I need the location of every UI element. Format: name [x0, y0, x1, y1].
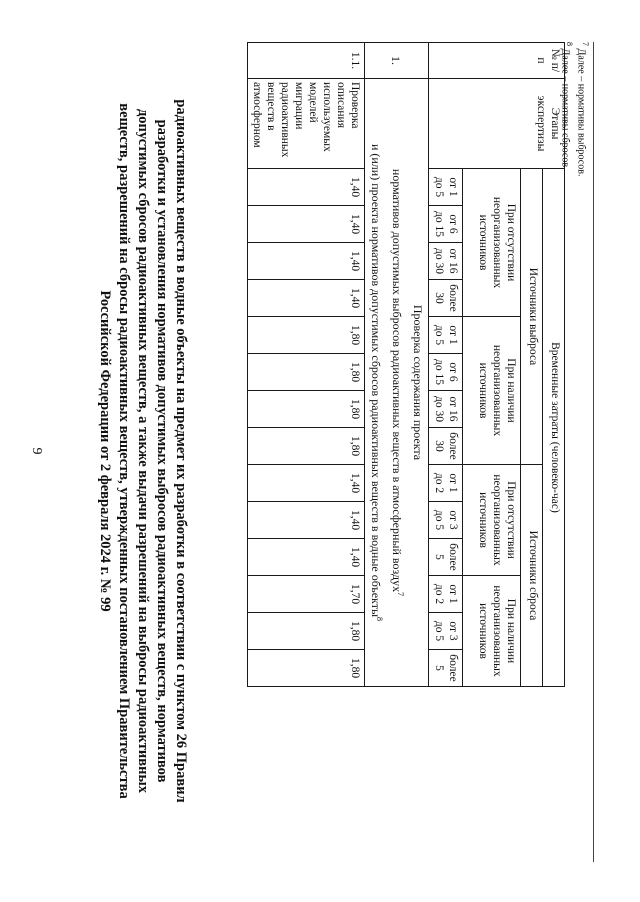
header-emission-absent: При отсутствии неорганизованных источников — [463, 169, 521, 317]
page-number: 9 — [29, 447, 44, 455]
table-cell: 1,80 — [248, 317, 365, 354]
range-header: более 30 — [429, 428, 463, 465]
row-stage: Проверка описания используемых моделей миграции радиоактивных веществ в атмосферном — [248, 79, 365, 169]
row-number: 1.1. — [248, 43, 365, 79]
footnote: $^7$ Далее – нормативы выбросов. — [575, 42, 590, 177]
section-title — [365, 79, 429, 687]
footnote: $^8$ Далее – нормативы сбросов. — [559, 42, 574, 170]
footnotes — [558, 42, 594, 862]
range-header: от 6 до 15 — [429, 206, 463, 243]
range-header: от 3 до 5 — [429, 502, 463, 539]
table-cell: 1,80 — [248, 650, 365, 687]
heading-line: разработки и установления нормативов допустимых выбросов радиоактивных веществ, нормативов — [154, 119, 170, 783]
range-header: от 16 до 30 — [429, 243, 463, 280]
heading-line: Российской Федерации от 2 февраля 2024 г. № 99 — [97, 290, 113, 612]
range-header: более 5 — [429, 650, 463, 687]
range-header: от 1 до 5 — [429, 169, 463, 206]
range-header: от 3 до 5 — [429, 613, 463, 650]
heading-line: радиоактивных веществ в водные объекты на предмет их разработки в соответствии с пунктом 26 Правил — [173, 99, 189, 803]
table-cell: 1,40 — [248, 502, 365, 539]
header-time: Временные затраты (человеко-час) — [543, 169, 565, 687]
section-number: 1. — [365, 43, 429, 79]
heading-line: допустимых сбросов радиоактивных веществ, а также выдачи разрешений на выбросы радиоактивных — [135, 108, 151, 794]
header-discharge-absent: При отсутствии неорганизованных источников — [463, 465, 521, 576]
heading-line: веществ, разрешений на сбросы радиоактивных веществ, утвержденных постановлением Правительства — [116, 103, 132, 799]
document-heading — [95, 70, 190, 832]
range-header: от 1 до 2 — [429, 576, 463, 613]
table-cell: 1,40 — [248, 169, 365, 206]
range-header: от 6 до 15 — [429, 354, 463, 391]
table-cell: 1,40 — [248, 465, 365, 502]
header-discharge-present: При наличии неорганизованных источников — [463, 576, 521, 687]
table-cell: 1,70 — [248, 576, 365, 613]
table-cell: 1,80 — [248, 354, 365, 391]
header-number: № п/п — [429, 43, 565, 79]
expertise-time-table — [247, 42, 565, 687]
table-cell: 1,40 — [248, 243, 365, 280]
section-title-line: нормативов допустимых выбросов радиоактивных веществ в атмосферный воздух$^7$ — [390, 168, 405, 597]
table-cell: 1,80 — [248, 391, 365, 428]
header-emission-sources: Источники выброса — [521, 169, 543, 465]
header-stage: Этапы экспертизы — [429, 79, 565, 169]
header-emission-present: При наличии неорганизованных источников — [463, 317, 521, 465]
section-title-line: и (или) проекта нормативов допустимых сбросов радиоактивных веществ в водные объекты$^8$ — [369, 143, 384, 622]
range-header: более 5 — [429, 539, 463, 576]
table-cell: 1,80 — [248, 428, 365, 465]
header-discharge-sources: Источники сброса — [521, 465, 543, 687]
section-title-line: Проверка содержания проекта — [411, 304, 425, 461]
range-header: от 1 до 2 — [429, 465, 463, 502]
table-cell: 1,80 — [248, 613, 365, 650]
table-cell: 1,40 — [248, 206, 365, 243]
range-header: от 1 до 5 — [429, 317, 463, 354]
table-cell: 1,40 — [248, 280, 365, 317]
range-header: от 16 до 30 — [429, 391, 463, 428]
range-header: более 30 — [429, 280, 463, 317]
table-cell: 1,40 — [248, 539, 365, 576]
